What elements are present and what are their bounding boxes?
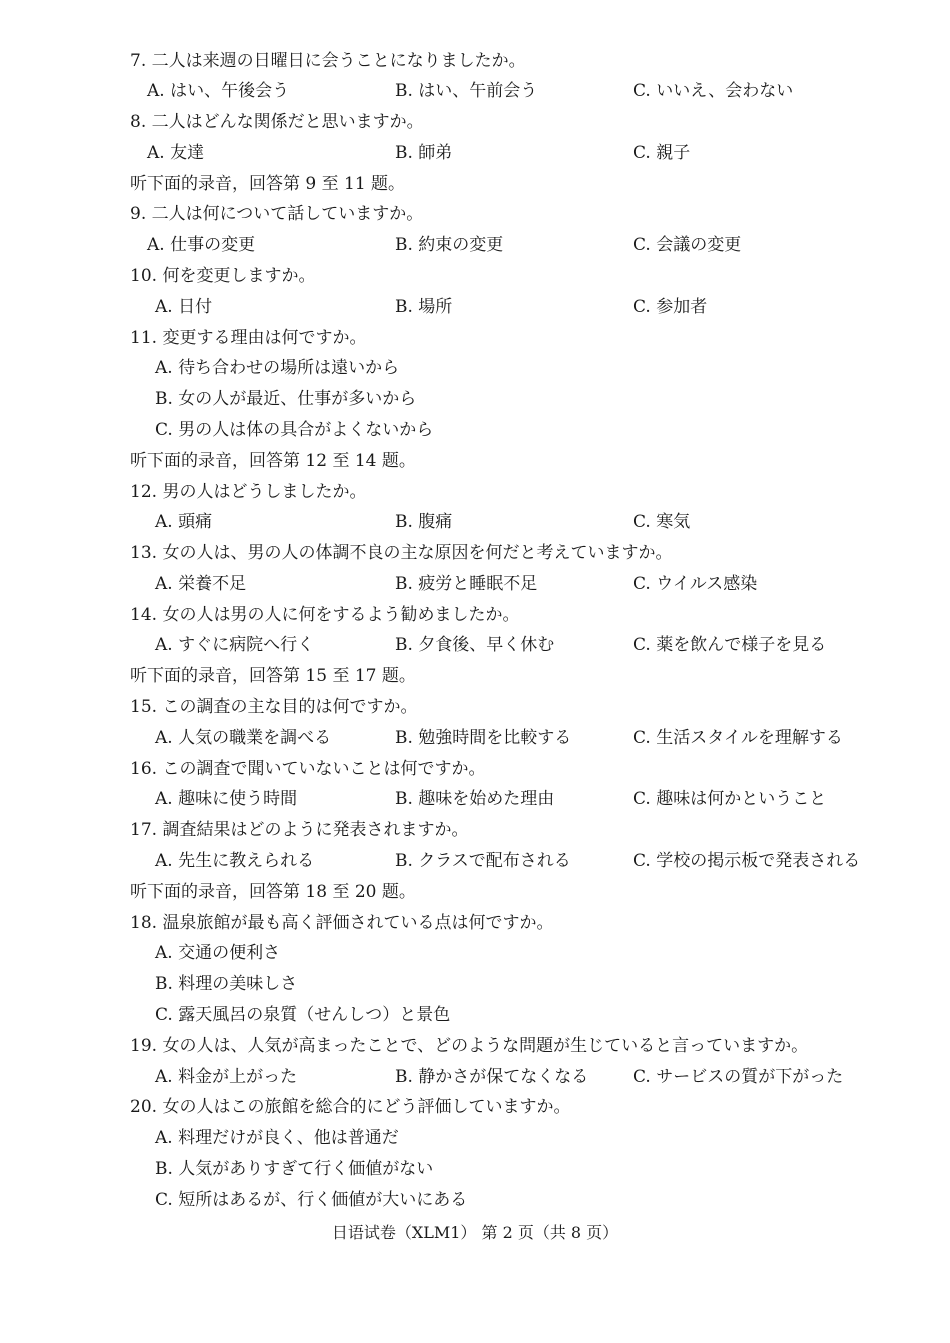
question-20-option-c: C. 短所はあるが、行く価値が大いにある — [155, 1190, 468, 1210]
question-20-stem: 20. 女の人はこの旅館を総合的にどう評価していますか。 — [130, 1097, 571, 1117]
question-13-option-b: B. 疲労と睡眠不足 — [395, 574, 538, 594]
question-7-stem: 7. 二人は来週の日曜日に会うことになりましたか。 — [130, 51, 526, 71]
question-17-option-a: A. 先生に教えられる — [155, 851, 315, 871]
question-16-option-c: C. 趣味は何かということ — [633, 789, 827, 809]
question-12-option-c: C. 寒気 — [633, 512, 691, 532]
question-12-option-b: B. 腹痛 — [395, 512, 453, 532]
question-10-option-b: B. 場所 — [395, 297, 453, 317]
question-15-option-b: B. 勉強時間を比較する — [395, 728, 572, 748]
question-16-option-b: B. 趣味を始めた理由 — [395, 789, 555, 809]
question-9-option-a: A. 仕事の変更 — [147, 235, 256, 255]
question-18-option-c: C. 露天風呂の泉質（せんしつ）と景色 — [155, 1005, 451, 1025]
question-7-option-b: B. はい、午前会う — [395, 81, 538, 101]
section-instruction-18-20: 听下面的录音，回答第 18 至 20 题。 — [130, 882, 416, 902]
question-15-option-c: C. 生活スタイルを理解する — [633, 728, 843, 748]
question-9-option-c: C. 会議の変更 — [633, 235, 742, 255]
question-13-option-c: C. ウイルス感染 — [633, 574, 758, 594]
question-19-option-c: C. サービスの質が下がった — [633, 1067, 844, 1087]
question-9-stem: 9. 二人は何について話していますか。 — [130, 204, 424, 224]
question-18-option-a: A. 交通の便利さ — [155, 943, 281, 963]
question-14-option-c: C. 薬を飲んで様子を見る — [633, 635, 827, 655]
question-15-option-a: A. 人気の職業を調べる — [155, 728, 332, 748]
question-12-option-a: A. 頭痛 — [155, 512, 213, 532]
question-14-option-a: A. すぐに病院へ行く — [155, 635, 315, 655]
section-instruction-9-11: 听下面的录音，回答第 9 至 11 题。 — [130, 174, 406, 194]
question-13-stem: 13. 女の人は、男の人の体調不良の主な原因を何だと考えていますか。 — [130, 543, 673, 563]
question-19-option-a: A. 料金が上がった — [155, 1067, 298, 1087]
question-8-option-a: A. 友達 — [147, 143, 205, 163]
question-18-stem: 18. 温泉旅館が最も高く評価されている点は何ですか。 — [130, 913, 554, 933]
question-8-option-c: C. 親子 — [633, 143, 691, 163]
question-19-option-b: B. 静かさが保てなくなる — [395, 1067, 589, 1087]
question-8-stem: 8. 二人はどんな関係だと思いますか。 — [130, 112, 424, 132]
question-16-option-a: A. 趣味に使う時間 — [155, 789, 298, 809]
question-7-option-c: C. いいえ、会わない — [633, 81, 794, 101]
question-8-option-b: B. 師弟 — [395, 143, 453, 163]
section-instruction-12-14: 听下面的录音，回答第 12 至 14 题。 — [130, 451, 416, 471]
question-14-option-b: B. 夕食後、早く休む — [395, 635, 555, 655]
question-11-option-a: A. 待ち合わせの場所は遠いから — [155, 358, 400, 378]
question-13-option-a: A. 栄養不足 — [155, 574, 247, 594]
question-20-option-b: B. 人気がありすぎて行く価値がない — [155, 1159, 434, 1179]
question-20-option-a: A. 料理だけが良く、他は普通だ — [155, 1128, 399, 1148]
question-7-option-a: A. はい、午後会う — [147, 81, 290, 101]
question-11-stem: 11. 変更する理由は何ですか。 — [130, 328, 367, 348]
question-19-stem: 19. 女の人は、人気が高まったことで、どのような問題が生じていると言っていますか。 — [130, 1036, 809, 1056]
question-17-option-b: B. クラスで配布される — [395, 851, 571, 871]
question-17-stem: 17. 調査結果はどのように発表されますか。 — [130, 820, 469, 840]
question-10-option-c: C. 参加者 — [633, 297, 708, 317]
question-10-stem: 10. 何を変更しますか。 — [130, 266, 316, 286]
question-12-stem: 12. 男の人はどうしましたか。 — [130, 482, 367, 502]
question-18-option-b: B. 料理の美味しさ — [155, 974, 298, 994]
question-14-stem: 14. 女の人は男の人に何をするよう勧めましたか。 — [130, 605, 520, 625]
question-16-stem: 16. この調査で聞いていないことは何ですか。 — [130, 759, 486, 779]
page-footer: 日语试卷（XLM1） 第 2 页（共 8 页） — [331, 1223, 619, 1242]
section-instruction-15-17: 听下面的录音，回答第 15 至 17 题。 — [130, 666, 416, 686]
question-11-option-c: C. 男の人は体の具合がよくないから — [155, 420, 434, 440]
question-17-option-c: C. 学校の掲示板で発表される — [633, 851, 861, 871]
question-15-stem: 15. この調査の主な目的は何ですか。 — [130, 697, 418, 717]
question-11-option-b: B. 女の人が最近、仕事が多いから — [155, 389, 417, 409]
question-10-option-a: A. 日付 — [155, 297, 213, 317]
question-9-option-b: B. 約束の変更 — [395, 235, 504, 255]
